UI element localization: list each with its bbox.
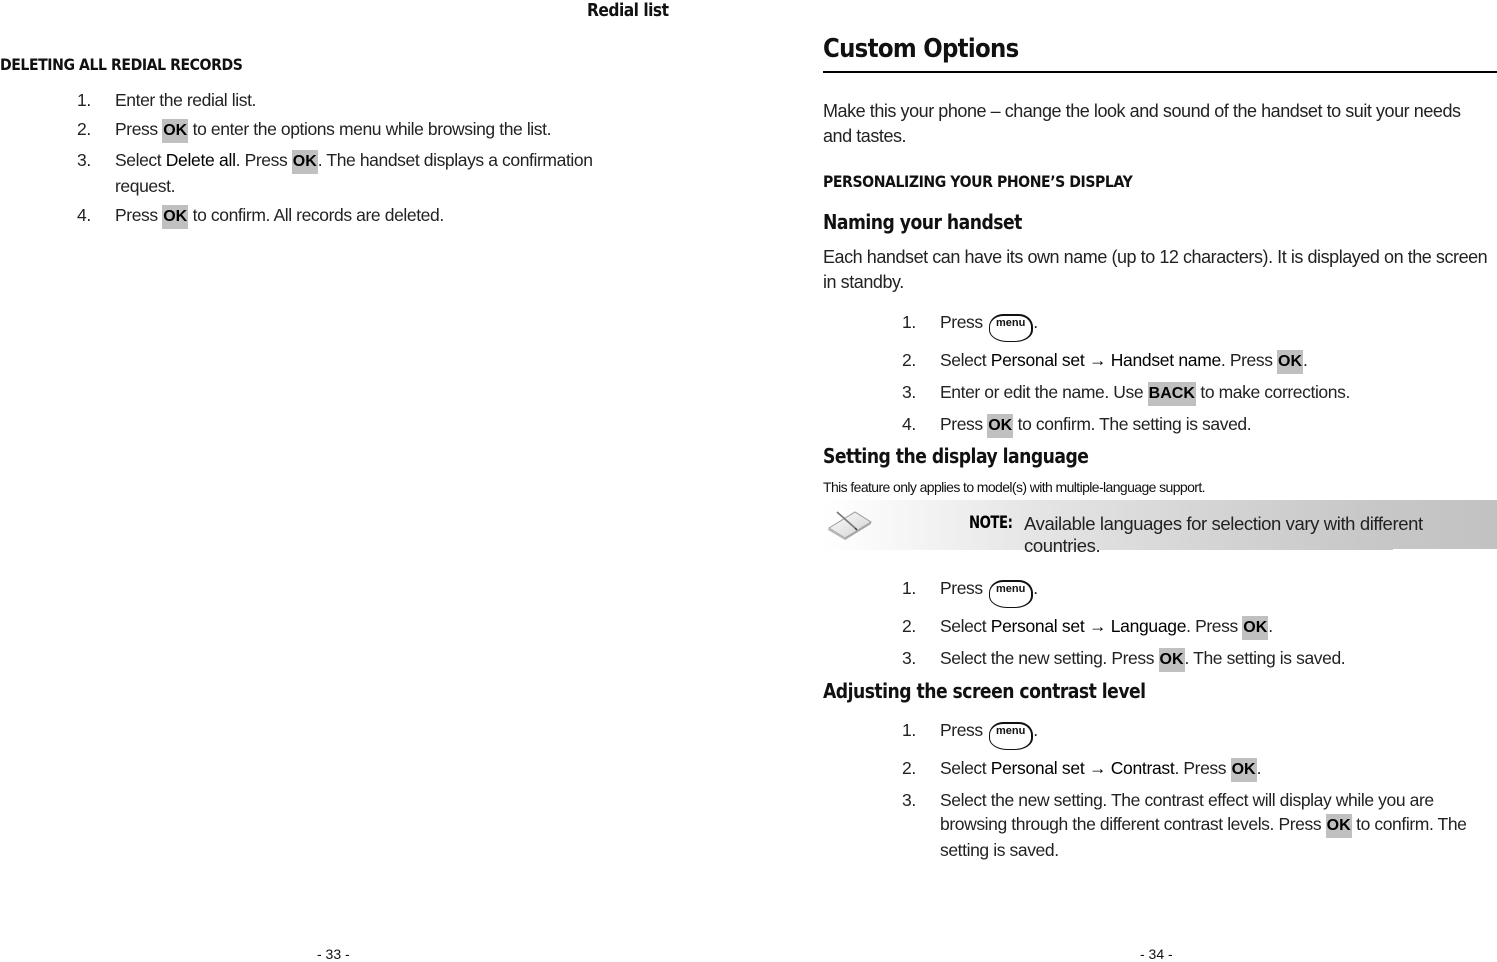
subheading-contrast: Adjusting the screen contrast level [823,679,1146,703]
step-text: Select the new setting. The contrast effect will display while you are browsing through the different contrast levels. Press OK to confirm. The setting is saved. [940,790,1467,860]
step-2 [902,756,1492,782]
step-3 [902,788,1492,862]
menu-key-icon: menu [989,722,1033,750]
step-number: 3. [902,648,916,668]
right-page [748,0,1497,962]
contrast-steps [902,718,1492,862]
ok-key: OK [987,414,1013,438]
step-text: Press OK to confirm. The setting is saved. [902,412,1492,438]
step-text: Press menu . [902,576,1492,608]
chapter-title: Custom Options [823,34,1019,64]
step-1 [77,88,637,112]
step-number: 2. [902,350,916,370]
running-head: Redial list [587,0,669,21]
note-divider [1393,549,1497,550]
menu-path: Delete all [165,150,236,170]
notepad-icon [825,506,873,540]
subheading-language: Setting the display language [823,444,1089,468]
step-number: 3. [902,790,916,810]
step-1 [902,718,1492,750]
ok-key: OK [1159,648,1185,672]
ok-key: OK [1242,616,1268,640]
step-text: Select Delete all. Press OK. The handset displays a confirmation request. [115,150,593,196]
step-number: 3. [77,150,91,170]
intro-paragraph: Make this your phone – change the look and sound of the handset to suit your needs and tastes. [823,101,1461,146]
back-key: BACK [1148,382,1196,406]
step-3 [902,380,1492,406]
ok-key: OK [162,119,188,143]
step-4 [77,203,637,229]
ok-key: OK [1231,758,1257,782]
step-text: Press menu . [902,718,1492,750]
ok-key: OK [162,205,188,229]
step-number: 1. [902,720,916,740]
step-text: Enter or edit the name. Use BACK to make corrections. [902,380,1492,406]
step-1 [902,310,1492,342]
ok-key: OK [292,150,318,174]
ok-key: OK [1277,350,1303,374]
menu-key-icon: menu [989,580,1033,608]
step-3 [902,646,1492,672]
step-number: 1. [902,312,916,332]
steps-list [77,88,637,229]
step-text: Press OK to confirm. All records are deleted. [77,203,637,229]
step-text: Press OK to enter the options menu while browsing the list. [77,117,637,143]
step-2 [902,614,1492,640]
step-text: Select the new setting. Press OK. The setting is saved. [902,646,1492,672]
subheading-naming: Naming your handset [823,210,1022,234]
step-text: Select Personal set → Handset name. Press OK. [902,348,1492,374]
step-text: Press menu . [902,310,1492,342]
left-page [0,0,748,962]
step-number: 4. [902,414,916,434]
note-label: NOTE: [969,513,1013,533]
menu-path: Personal set → Handset name [990,350,1221,370]
section-heading: DELETING ALL REDIAL RECORDS [0,55,243,74]
note-text: Available languages for selection vary with different countries. [1024,513,1423,556]
step-3 [77,148,637,198]
language-steps [902,576,1492,672]
menu-path: Personal set → Language [990,616,1187,636]
step-1 [902,576,1492,608]
section-heading: PERSONALIZING YOUR PHONE’S DISPLAY [823,172,1133,191]
page-number: - 33 - [317,946,350,962]
menu-key-icon: menu [989,314,1033,342]
step-number: 2. [902,616,916,636]
applies-note: This feature only applies to model(s) with multiple-language support. [823,479,1205,495]
step-text: Select Personal set → Contrast. Press OK. [902,756,1492,782]
step-text: Enter the redial list. [115,90,256,110]
step-number: 3. [902,382,916,402]
naming-steps [902,310,1492,438]
step-number: 2. [77,119,91,139]
ok-key: OK [1326,814,1352,838]
step-number: 2. [902,758,916,778]
step-4 [902,412,1492,438]
step-number: 1. [902,578,916,598]
step-text: Select Personal set → Language. Press OK. [902,614,1492,640]
naming-description: Each handset can have its own name (up to 12 characters). It is displayed on the screen in standby. [823,247,1488,292]
step-2 [77,117,637,143]
step-number: 1. [77,90,91,110]
step-2 [902,348,1492,374]
menu-path: Personal set → Contrast [990,758,1175,778]
note-box [823,500,1497,556]
step-number: 4. [77,205,91,225]
page-number: - 34 - [1140,946,1173,962]
title-rule [823,71,1497,73]
